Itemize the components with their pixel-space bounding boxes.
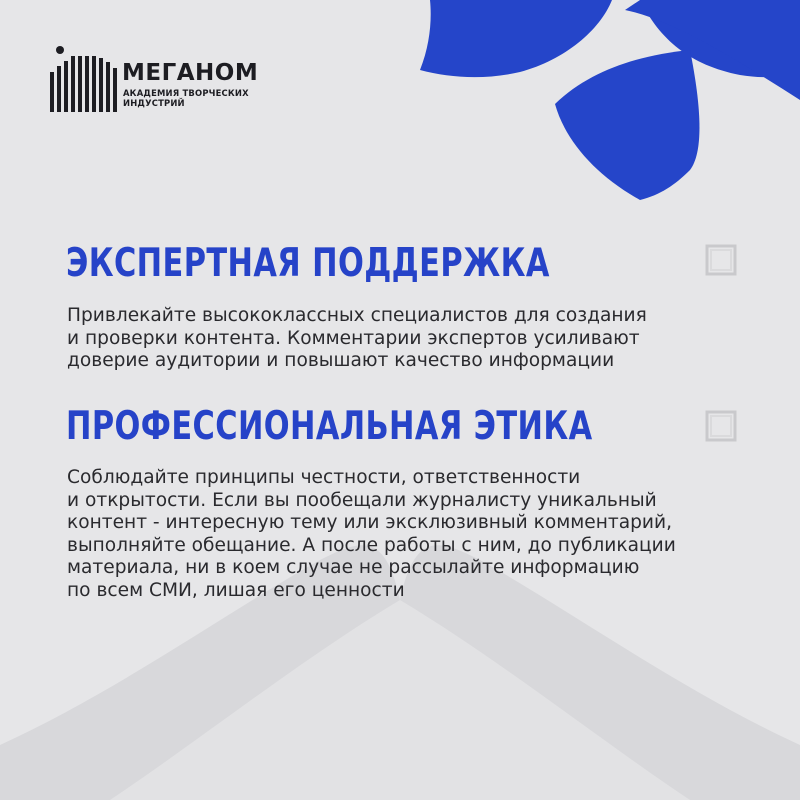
square-outline-icon [704,409,738,443]
section-title-expert-support: ЭКСПЕРТНАЯ ПОДДЕРЖКА [66,241,550,286]
section-title-professional-ethics: ПРОФЕССИОНАЛЬНАЯ ЭТИКА [66,404,593,449]
blue-petals-shape [420,0,800,200]
brand-subtitle [123,88,263,108]
section-body-expert-support: Привлекайте высококлассных специалистов для создания и проверки контента. Комментарии экспертов усиливают доверие аудитории и повышают качество информации [67,305,647,371]
section-body-professional-ethics: Соблюдайте принципы честности, ответственности и открытости. Если вы пообещали журналисту уникальный контент - интересную тему или эксклюзивный комментарий, выполняйте обещание. А после работы с ним, до публикации материала, ни в коем случае не рассылайте информацию по всем СМИ, лишая его ценности [67,467,676,601]
brand-subtitle-line1: АКАДЕМИЯ ТВОРЧЕСКИХ [123,88,249,98]
square-outline-icon [704,243,738,277]
brand-subtitle-line2: ИНДУСТРИЙ [123,98,185,108]
brand-name: МЕГАНОМ [122,60,259,86]
